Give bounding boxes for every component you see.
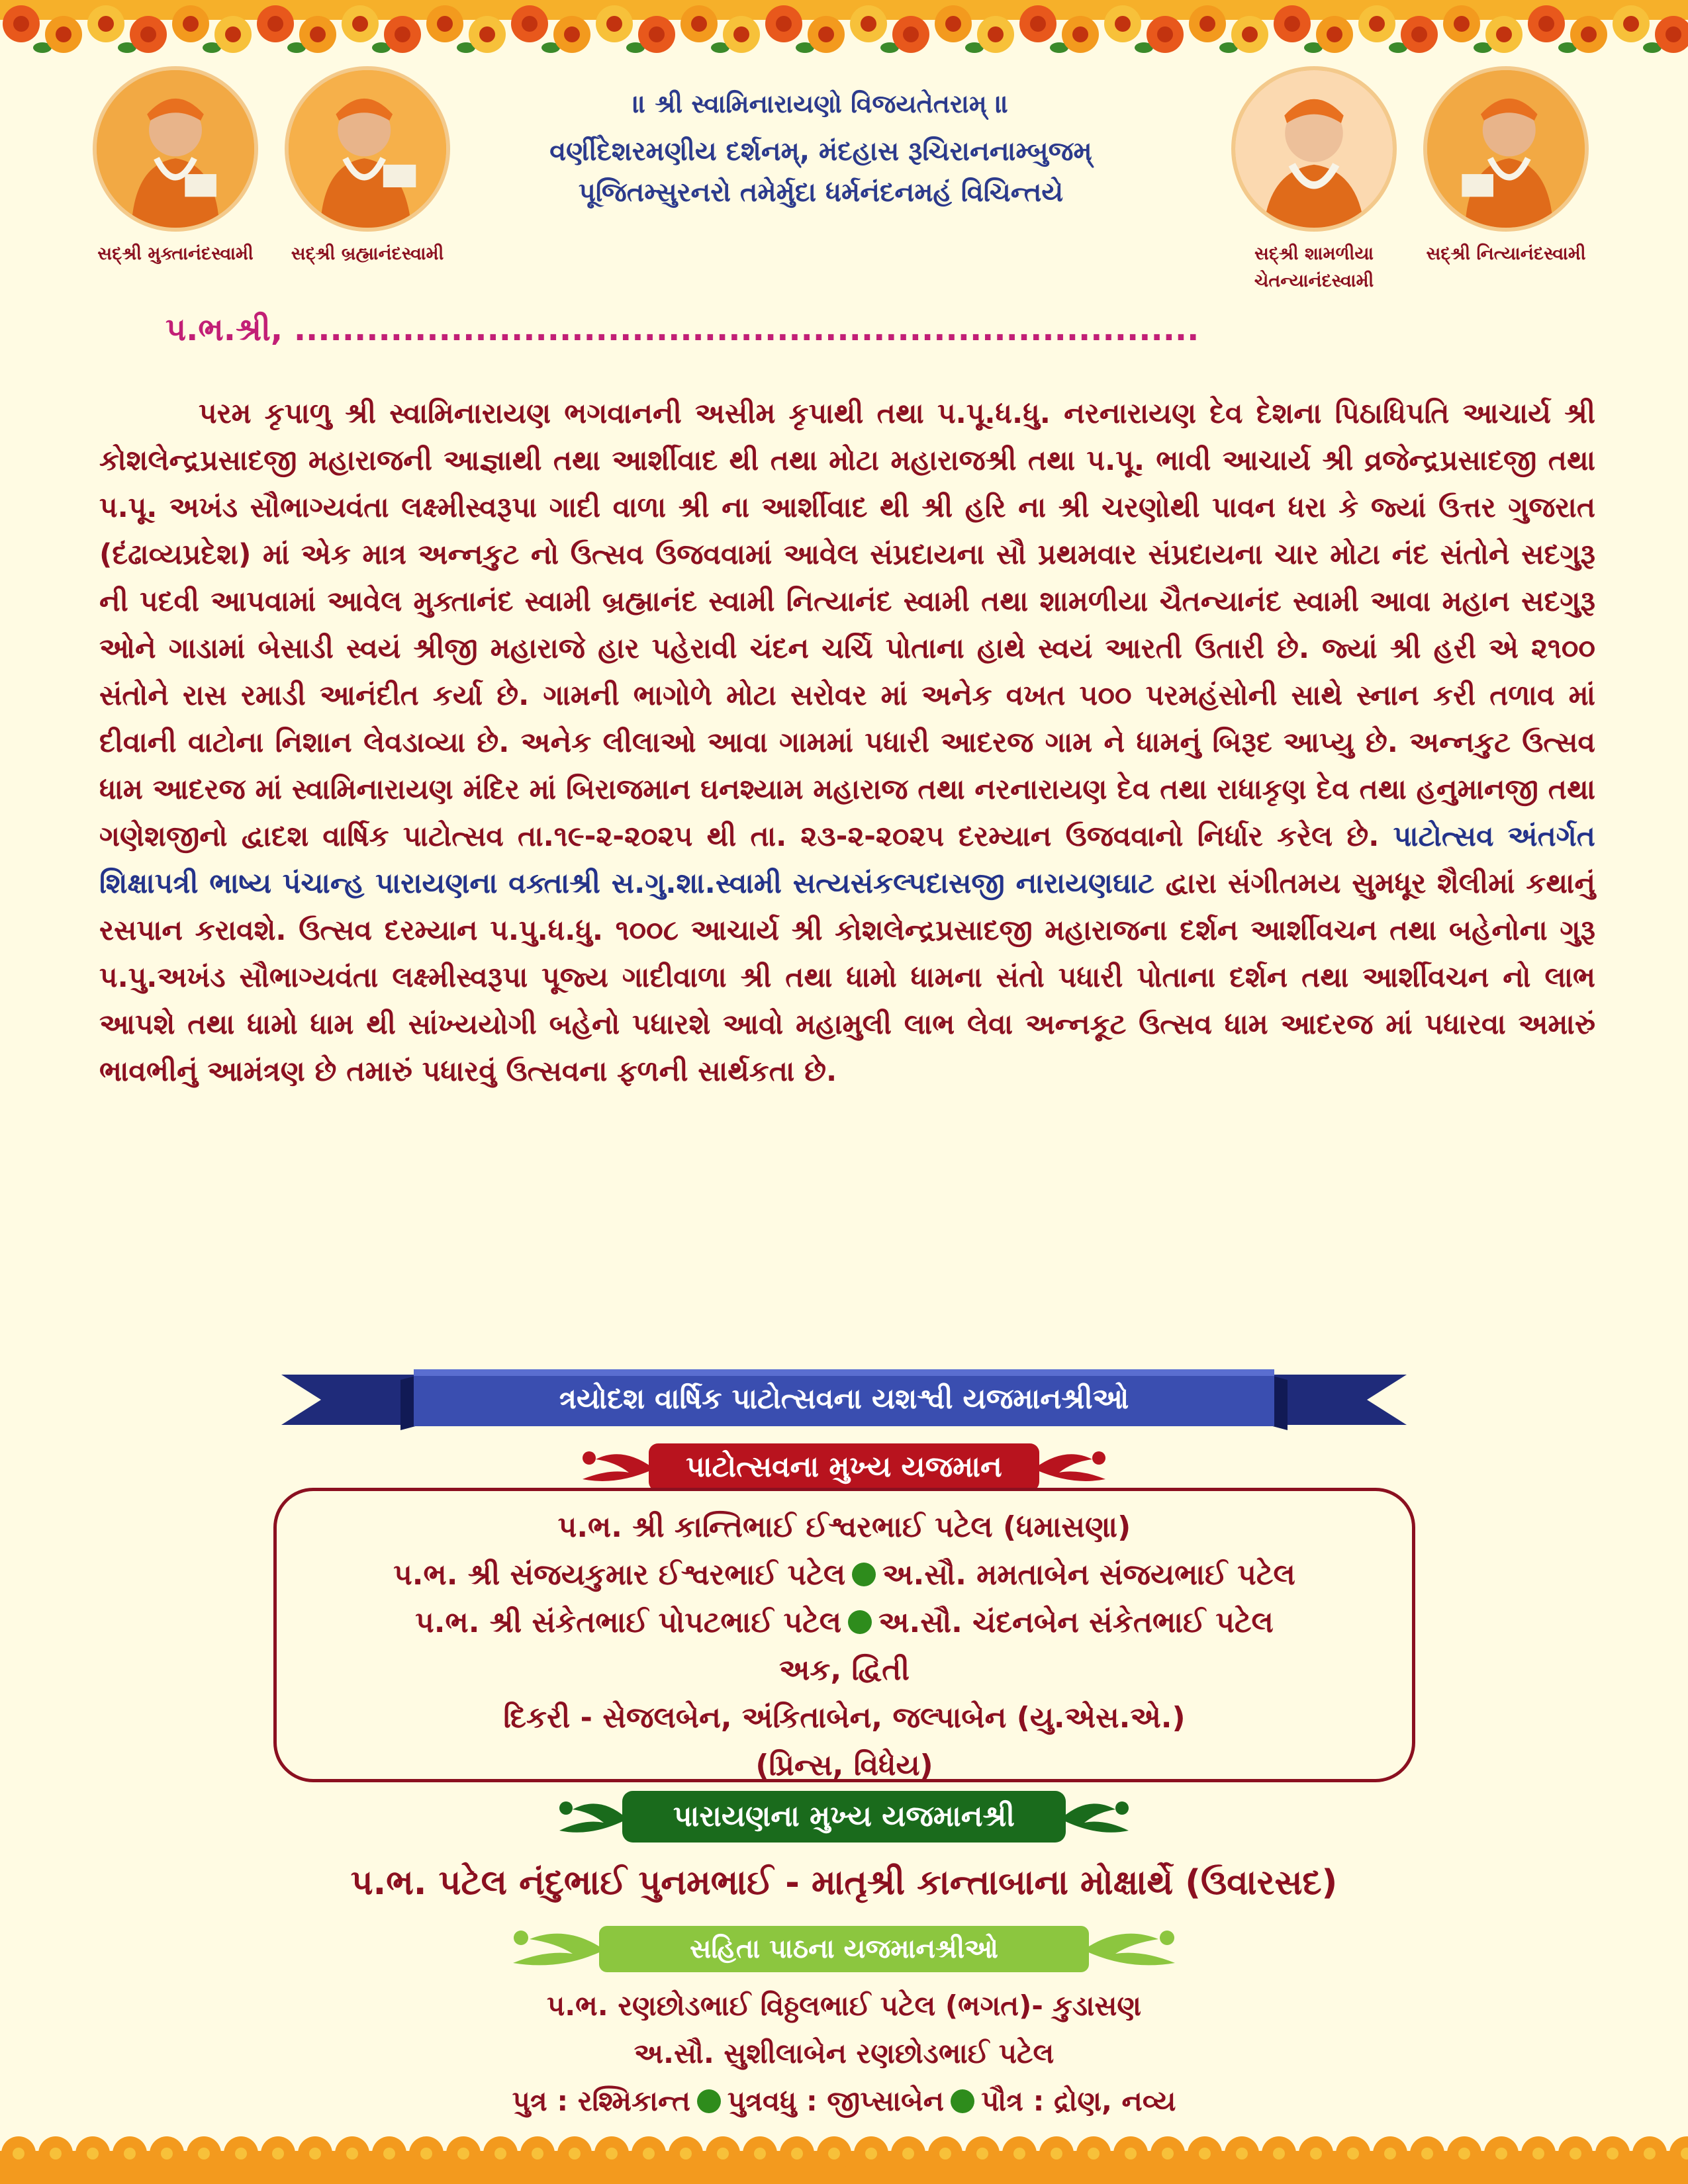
garland-flower-center xyxy=(225,26,241,42)
saint-name-3-line2: ચેતન્યાનંદસ્વામી xyxy=(1254,270,1374,291)
sahita-line-3c: પૌત્ર : દ્રોણ, નવ્ય xyxy=(981,2085,1176,2117)
border-scallop-center xyxy=(1532,2148,1544,2160)
border-scallop-center xyxy=(717,2148,729,2160)
border-scallop-center xyxy=(939,2148,951,2160)
border-scallop-center xyxy=(383,2148,395,2160)
saint-name-3 xyxy=(1231,241,1397,295)
sahita-line-3b: પુત્રવધુ : જીપ્સાબેન xyxy=(727,2085,945,2117)
sahita-line-2: અ.સૌ. સુશીલાબેન રણછોડભાઈ પટેલ xyxy=(633,2037,1055,2070)
yajman-line-3b: અ.સૌ. ચંદનબેન સંકેતભાઈ પટેલ xyxy=(878,1606,1274,1639)
border-scallop-center xyxy=(494,2148,506,2160)
border-scallop-center xyxy=(420,2148,432,2160)
saint-nityanand xyxy=(1423,66,1589,268)
parayan-label-box: પારાયણના મુખ્ય યજમાનશ્રી xyxy=(622,1791,1066,1843)
sahita-line-3a: પુત્ર : રશ્મિકાન્ત xyxy=(512,2085,690,2117)
recipient-address-line: પ.ભ.શ્રી, ........................................................................... xyxy=(165,311,1199,348)
green-ornament-right xyxy=(1059,1787,1139,1848)
sahita-label-box: સહિતા પાઠના યજમાનશ્રીઓ xyxy=(599,1926,1089,1972)
shloka-line-3: પૂજિતમ્સુરનરો તમેર્મુદા ધર્મનંદનમહં વિચિન્તયે xyxy=(578,177,1064,208)
garland-flower-center xyxy=(1199,16,1215,32)
yajman-line-6: (પ્રિન્સ, વિધેય) xyxy=(755,1749,933,1782)
border-scallop-center xyxy=(346,2148,358,2160)
border-scallop-center xyxy=(272,2148,284,2160)
garland-flower-center xyxy=(437,16,453,32)
saint-portrait-3 xyxy=(1231,66,1397,232)
body-closing-text: દ્વારા સંગીતમય સુમધૂર શૈલીમાં કથાનું રસપાન કરાવશે. ઉત્સવ દરમ્યાન પ.પુ.ધ.ધુ. ૧૦૦૮ આચાર્ય શ્રી કોશલેન્દ્રપ્રસાદજી મહારાજના દર્શન આર્શીવચન તથા બહેનોના ગુરૂ પ.પુ.અખંડ સૌભાગ્યવંતા લક્ષ્મીસ્વરૂપા પૂજ્ય ગાદીવાળા શ્રી તથા ધામો ધામના સંતો પધારી પોતાના દર્શન તથા આર્શીવચન નો લાભ આપશે તથા ધામો ધામ થી સાંખ્યયોગી બહેનો પધારશે આવો મહામુલી લાભ લેવા અન્નકૂટ ઉત્સવ ધામ આદરજ માં પધારવા અમારું ભાવભીનું આમંત્રણ છે તમારું પધારવું ઉત્સવના ફળની સાર્થકતા છે. xyxy=(99,868,1595,1088)
bottom-flower-border xyxy=(0,2131,1688,2184)
garland-flower-center xyxy=(1072,26,1088,42)
yajman-line-2b: અ.સૌ. મમતાબેન સંજયભાઈ પટેલ xyxy=(882,1558,1295,1592)
saint-shamaliya xyxy=(1231,66,1397,295)
saint-portrait-4 xyxy=(1423,66,1589,232)
yajman-line-1: પ.ભ. શ્રી કાન્તિભાઈ ઈશ્વરભાઈ પટેલ (ધમાસણા) xyxy=(557,1510,1131,1544)
garland-flower-center xyxy=(267,16,283,32)
sahita-line-3 xyxy=(0,2077,1688,2125)
saint-name-2: સદ્શ્રી બ્રહ્માનંદસ્વામી xyxy=(291,244,444,264)
lightgreen-ornament-right xyxy=(1082,1919,1188,1979)
border-scallop-center xyxy=(606,2148,618,2160)
yajman-line-4: અક, દ્વિતી xyxy=(779,1653,910,1687)
border-scallop-center xyxy=(1051,2148,1062,2160)
patotsav-yajman-label xyxy=(569,1439,1119,1494)
yajman-ribbon-banner xyxy=(281,1367,1407,1433)
garland-flower-center xyxy=(988,26,1004,42)
red-ornament-right xyxy=(1033,1439,1119,1494)
border-scallop-center xyxy=(643,2148,655,2160)
border-scallop-center xyxy=(1310,2148,1322,2160)
body-speaker-text: પાટોત્સવ અંતર્ગત શિક્ષાપત્રી ભાષ્ય પંચાન્હ પારાયણના વક્તાશ્રી સ.ગુ.શા.સ્વામી સત્યસંકલ્પદાસજી નારાયણઘાટ xyxy=(99,821,1595,900)
border-scallop-center xyxy=(1644,2148,1656,2160)
sahita-line-1: પ.ભ. રણછોડભાઈ વિઠ્ઠલભાઈ પટેલ (ભગત)- કુડાસણ xyxy=(546,1989,1142,2022)
garland-flower-center xyxy=(479,26,495,42)
border-scallop-center xyxy=(865,2148,877,2160)
border-scallop-center xyxy=(1570,2148,1581,2160)
border-scallop-center xyxy=(1458,2148,1470,2160)
garland-flower-center xyxy=(352,16,368,32)
bullet-dot xyxy=(848,1610,872,1634)
lightgreen-ornament-left xyxy=(500,1919,606,1979)
garland-flower-center xyxy=(564,26,580,42)
border-scallop-center xyxy=(87,2148,99,2160)
garland-flower-center xyxy=(861,16,876,32)
border-scallop-center xyxy=(828,2148,840,2160)
yajman-line-5: દિકરી - સેજલબેન, અંકિતાબેન, જલ્પાબેન (યુ.એસ.એ.) xyxy=(503,1701,1186,1735)
garland-flower-center xyxy=(818,26,834,42)
bullet-dot xyxy=(951,2089,974,2113)
saint-name-1: સદ્શ્રી મુક્તાનંદસ્વામી xyxy=(97,244,254,264)
border-scallop-center xyxy=(1384,2148,1396,2160)
garland-flower-center xyxy=(183,16,199,32)
border-scallop-center xyxy=(902,2148,914,2160)
border-scallop-center xyxy=(13,2148,24,2160)
garland-flower-center xyxy=(140,26,156,42)
shloka-line-2: વર્ણીદેશરમણીય દર્શનમ્, મંદહાસ રૂચિરાનનામ્બુજમ્ xyxy=(549,136,1092,167)
garland-flower-center xyxy=(1327,26,1342,42)
border-scallop-center xyxy=(1273,2148,1285,2160)
garland-flower-center xyxy=(1496,26,1512,42)
saint-portrait-1 xyxy=(93,66,258,232)
border-scallop-center xyxy=(235,2148,247,2160)
border-scallop-center xyxy=(161,2148,173,2160)
garland-flower-center xyxy=(649,26,665,42)
red-ornament-left xyxy=(569,1439,655,1494)
bullet-dot xyxy=(852,1563,876,1586)
border-scallop-center xyxy=(1495,2148,1507,2160)
border-scallop-center xyxy=(1162,2148,1174,2160)
saint-name-3-line1: સદ્શ્રી શામળીયા xyxy=(1254,244,1374,264)
garland-flower-center xyxy=(1242,26,1258,42)
header-shloka xyxy=(410,89,1231,213)
border-scallop-center xyxy=(680,2148,692,2160)
garland-flower-center xyxy=(1538,16,1554,32)
garland-flower-center xyxy=(1411,26,1427,42)
border-scallop-center xyxy=(1347,2148,1359,2160)
garland-flower-center xyxy=(1157,26,1173,42)
green-ornament-left xyxy=(549,1787,629,1848)
border-scallop-center xyxy=(50,2148,62,2160)
parayan-yajman-name: પ.ભ. પટેલ નંદુભાઈ પુનમભાઈ - માતૃશ્રી કાન્તાબાના મોક્ષાર્થે (ઉવારસદ) xyxy=(350,1863,1338,1903)
border-scallop-center xyxy=(791,2148,803,2160)
shloka-line-1: ॥ શ્રી સ્વામિનારાયણો વિજયતેતરામ્ ॥ xyxy=(633,89,1009,118)
garland-flower-center xyxy=(98,16,114,32)
border-scallop-center xyxy=(1607,2148,1618,2160)
yajman-line-2 xyxy=(273,1551,1415,1599)
garland-flower-center xyxy=(733,26,749,42)
border-scallop-center xyxy=(754,2148,766,2160)
garland-flower-center xyxy=(776,16,792,32)
body-main-text: પરમ કૃપાળુ શ્રી સ્વામિનારાયણ ભગવાનની અસીમ કૃપાથી તથા પ.પૂ.ધ.ધુ. નરનારાયણ દેવ દેશના પિઠાધિપતિ આચાર્ય શ્રી કોશલેન્દ્રપ્રસાદજી મહારાજની આજ્ઞાથી તથા આર્શીવાદ થી તથા મોટા મહારાજશ્રી તથા પ.પૂ. ભાવી આચાર્ય શ્રી વ્રજેન્દ્રપ્રસાદજી તથા પ.પૂ. અખંડ સૌભાગ્યવંતા લક્ષ્મીસ્વરૂપા ગાદી વાળા શ્રી ના આર્શીવાદ થી શ્રી હરિ ના શ્રી ચરણોથી પાવન ધરા કે જ્યાં ઉત્તર ગુજરાત (દંઢાવ્યપ્રદેશ) માં એક માત્ર અન્નકુટ નો ઉત્સવ ઉજવવામાં આવેલ સંપ્રદાયના સૌ પ્રથમવાર સંપ્રદાયના ચાર મોટા નંદ સંતોને સદગુરૂ ની પદવી આપવામાં આવેલ મુક્તાનંદ સ્વામી બ્રહ્માનંદ સ્વામી નિત્યાનંદ સ્વામી તથા શામળીયા ચૈતન્યાનંદ સ્વામી આવા મહાન સદગુરૂ ઓને ગાડામાં બેસાડી સ્વયં શ્રીજી મહારાજે હાર પહેરાવી ચંદન ચર્ચિ પોતાના હાથે સ્વયં આરતી ઉતારી છે. જ્યાં શ્રી હરી એ ૨૧૦૦ સંતોને રાસ રમાડી આનંદીત કર્યા છે. ગામની ભાગોળે મોટા સરોવર માં અનેક વખત ૫૦૦ પરમહંસોની સાથે સ્નાન કરી તળાવ માં દીવાની વાટોના નિશાન લેવડાવ્યા છે. અનેક લીલાઓ આવા ગામમાં પધારી આદરજ ગામ ને ધામનું બિરૂદ આપ્યુ છે. અન્નકુટ ઉત્સવ ધામ આદરજ માં સ્વામિનારાયણ મંદિર માં બિરાજમાન ઘનશ્યામ મહારાજ તથા નરનારાયણ દેવ તથા રાધાકૃણ દેવ તથા હનુમાનજી તથા ગણેશજીનો દ્વાદશ વાર્ષિક પાટોત્સવ તા.૧૯-૨-૨૦૨૫ થી તા. ૨૩-૨-૨૦૨૫ દરમ્યાન ઉજવવાનો નિર્ધાર કરેલ છે. xyxy=(99,398,1595,853)
border-scallop-center xyxy=(309,2148,321,2160)
parayan-yajman-label xyxy=(549,1787,1139,1848)
border-scallop-center xyxy=(124,2148,136,2160)
border-scallop-center xyxy=(1421,2148,1433,2160)
garland-flower-center xyxy=(903,26,919,42)
border-scallop-center xyxy=(1013,2148,1025,2160)
garland-flower-center xyxy=(56,26,71,42)
garland-flower-center xyxy=(1284,16,1300,32)
garland-flower-center xyxy=(13,16,29,32)
bullet-dot xyxy=(697,2089,721,2113)
border-scallop-center xyxy=(1088,2148,1100,2160)
border-scallop-center xyxy=(532,2148,543,2160)
garland-flower-center xyxy=(945,16,961,32)
border-scallop-center xyxy=(976,2148,988,2160)
garland-flower-center xyxy=(606,16,622,32)
yajman-line-2a: પ.ભ. શ્રી સંજયકુમાર ઈશ્વરભાઈ પટેલ xyxy=(393,1558,846,1592)
yajman-line-3 xyxy=(273,1599,1415,1647)
sahita-yajman-label xyxy=(500,1919,1188,1979)
garland-flower-center xyxy=(1030,16,1046,32)
garland-flower-center xyxy=(522,16,538,32)
border-scallop-center xyxy=(1199,2148,1211,2160)
garland-flower-center xyxy=(1454,16,1470,32)
patotsav-yajman-list xyxy=(273,1496,1415,1790)
garland-flower-center xyxy=(310,26,326,42)
patotsav-label-box: પાટોત્સવના મુખ્ય યજમાન xyxy=(649,1443,1039,1491)
saint-muktanand xyxy=(93,66,258,268)
saint-name-4: સદ્શ્રી નિત્યાનંદસ્વામી xyxy=(1426,244,1586,264)
garland-flower-center xyxy=(1581,26,1597,42)
garland-flower-center xyxy=(1369,16,1385,32)
border-scallop-center xyxy=(198,2148,210,2160)
sahita-yajman-list xyxy=(0,1982,1688,2125)
garland-flower-center xyxy=(691,16,707,32)
garland-flower-center xyxy=(1665,26,1681,42)
ribbon-title: ત્રયોદશ વાર્ષિક પાટોત્સવના યશશ્વી યજમાનશ્રીઓ xyxy=(559,1383,1129,1416)
border-scallop-center xyxy=(1236,2148,1248,2160)
garland-flower-center xyxy=(1115,16,1131,32)
border-scallop-center xyxy=(1125,2148,1137,2160)
garland-flower-center xyxy=(395,26,410,42)
invitation-paragraph xyxy=(99,390,1595,1095)
invitation-body xyxy=(99,390,1595,1095)
yajman-line-3a: પ.ભ. શ્રી સંકેતભાઈ પોપટભાઈ પટેલ xyxy=(415,1606,842,1639)
garland-flower-center xyxy=(1623,16,1639,32)
border-scallop-center xyxy=(569,2148,581,2160)
top-flower-garland xyxy=(0,0,1688,64)
border-scallop-center xyxy=(457,2148,469,2160)
